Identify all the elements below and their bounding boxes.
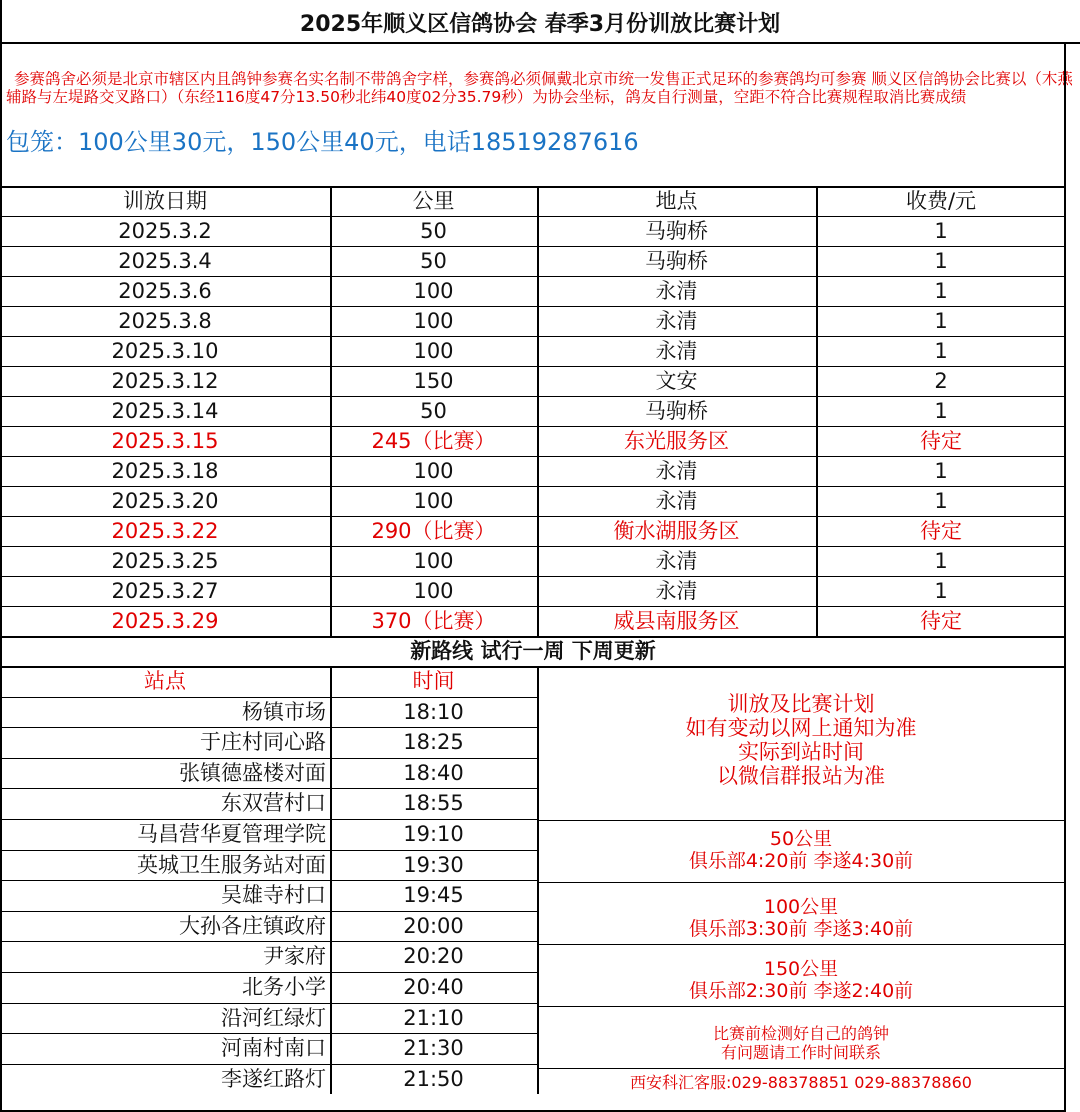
- deadline-title: 100公里: [763, 896, 839, 918]
- row-km: 150: [413, 369, 454, 393]
- row-fee: 1: [934, 249, 948, 273]
- route-station: 尹家府: [263, 944, 326, 969]
- row-place: 永清: [655, 309, 698, 333]
- row-place: 衡水湖服务区: [613, 519, 740, 543]
- row-km: 245（比赛）: [371, 429, 496, 453]
- deadline-150km: [536, 958, 1066, 1002]
- row-km: 100: [413, 459, 454, 483]
- row-place: 永清: [655, 279, 698, 303]
- deadline-50km: [536, 828, 1066, 872]
- row-km: 50: [420, 399, 447, 423]
- title-rule: [0, 42, 1080, 44]
- clock-check-notice: [536, 1024, 1066, 1062]
- route-station: 东双营村口: [221, 791, 326, 816]
- row-date: 2025.3.20: [111, 489, 219, 513]
- row-km: 100: [413, 549, 454, 573]
- row-km: 50: [420, 219, 447, 243]
- note-box-rule: [537, 882, 1066, 883]
- row-fee: 1: [934, 279, 948, 303]
- plan-line: 如有变动以网上通知为准: [685, 716, 917, 740]
- row-place: 威县南服务区: [613, 609, 740, 633]
- row-fee: 1: [934, 309, 948, 333]
- route-time: 21:50: [403, 1066, 464, 1091]
- route-time: 20:40: [403, 975, 464, 999]
- plan-line: 以微信群报站为准: [717, 764, 885, 788]
- row-fee: 待定: [920, 609, 962, 633]
- row-place: 马驹桥: [645, 249, 708, 273]
- row-date: 2025.3.2: [118, 219, 212, 243]
- header-time: 时间: [412, 669, 455, 693]
- plan-line: 实际到站时间: [738, 740, 864, 764]
- row-place: 永清: [655, 339, 698, 363]
- route-station: 张镇德盛楼对面: [179, 760, 326, 785]
- header-place: 地点: [655, 189, 698, 213]
- check-line: 有问题请工作时间联系: [720, 1043, 881, 1062]
- route-time: 19:10: [403, 822, 464, 846]
- row-fee: 2: [934, 369, 948, 393]
- route-station: 李遂红路灯: [221, 1066, 326, 1091]
- row-fee: 1: [934, 549, 948, 573]
- note-box-rule: [537, 820, 1066, 821]
- row-km: 290（比赛）: [371, 519, 496, 543]
- row-date: 2025.3.12: [111, 369, 219, 393]
- row-date: 2025.3.14: [111, 399, 219, 423]
- route-time: 18:40: [403, 760, 464, 785]
- route-station: 北务小学: [242, 975, 326, 999]
- deadline-detail: 俱乐部2:30前 李遂2:40前: [688, 980, 914, 1002]
- row-place: 永清: [655, 579, 698, 603]
- row-date: 2025.3.27: [111, 579, 219, 603]
- row-place: 永清: [655, 459, 698, 483]
- row-place: 东光服务区: [624, 429, 729, 453]
- row-fee: 1: [934, 399, 948, 423]
- route-time: 19:30: [403, 852, 464, 877]
- entry-notice: 参赛鸽舍必须是北京市辖区内且鸽钟参赛名实名制不带鸽舍字样，参赛鸽必须佩戴北京市统一发售正式足环的参赛鸽均可参赛 顺义区信鸽协会比赛以（木燕辅路与左堤路交叉路口）（东经116度47分13.50秒北纬40度02分35.79秒）为协会坐标，鸽友自行测量，空距不符合比赛规程取消比赛成绩: [6, 70, 1073, 106]
- route-station: 大孙各庄镇政府: [179, 913, 326, 938]
- row-fee: 1: [934, 339, 948, 363]
- row-place: 永清: [655, 549, 698, 573]
- row-date: 2025.3.10: [111, 339, 219, 363]
- row-date: 2025.3.15: [111, 429, 219, 453]
- row-fee: 待定: [920, 429, 962, 453]
- route-section-title: 新路线 试行一周 下周更新: [410, 639, 656, 663]
- deadline-title: 150公里: [763, 958, 839, 980]
- row-date: 2025.3.8: [118, 309, 212, 333]
- deadline-100km: [536, 896, 1066, 940]
- route-time: 20:00: [403, 913, 464, 938]
- deadline-title: 50公里: [769, 828, 833, 850]
- row-date: 2025.3.6: [118, 279, 212, 303]
- deadline-detail: 俱乐部4:20前 李遂4:30前: [688, 850, 914, 872]
- route-station: 于庄村同心路: [200, 730, 326, 755]
- row-fee: 待定: [920, 519, 962, 543]
- row-km: 100: [413, 339, 454, 363]
- row-place: 永清: [655, 489, 698, 513]
- route-station: 沿河红绿灯: [221, 1005, 326, 1030]
- page-title: 2025年顺义区信鸽协会 春季3月份训放比赛计划: [299, 12, 781, 37]
- row-km: 100: [413, 279, 454, 303]
- row-fee: 1: [934, 579, 948, 603]
- plan-notice: [536, 692, 1066, 788]
- row-place: 马驹桥: [645, 399, 708, 423]
- row-km: 100: [413, 489, 454, 513]
- row-km: 50: [420, 249, 447, 273]
- deadline-detail: 俱乐部3:30前 李遂3:40前: [688, 918, 914, 940]
- note-box-rule: [537, 944, 1066, 945]
- header-station: 站点: [144, 669, 186, 693]
- row-km: 100: [413, 309, 454, 333]
- row-km: 370（比赛）: [371, 609, 496, 633]
- row-place: 文安: [655, 369, 698, 393]
- route-time: 19:45: [403, 883, 464, 908]
- route-time: 18:10: [403, 699, 464, 724]
- route-station: 吴雄寺村口: [221, 883, 326, 908]
- row-km: 100: [413, 579, 454, 603]
- route-time: 21:30: [403, 1036, 464, 1061]
- route-station: 杨镇市场: [242, 699, 326, 724]
- row-date: 2025.3.18: [111, 459, 219, 483]
- route-time: 20:20: [403, 944, 464, 969]
- row-fee: 1: [934, 489, 948, 513]
- check-line: 比赛前检测好自己的鸽钟: [712, 1024, 889, 1043]
- service-hotline: 西安科汇客服:029-88378851 029-88378860: [630, 1073, 972, 1092]
- row-date: 2025.3.25: [111, 549, 219, 573]
- row-place: 马驹桥: [645, 219, 708, 243]
- route-station: 英城卫生服务站对面: [137, 852, 326, 877]
- basket-price-line: 包笼：100公里30元，150公里40元，电话18519287616: [6, 128, 639, 156]
- header-date: 训放日期: [123, 189, 207, 213]
- row-fee: 1: [934, 459, 948, 483]
- row-date: 2025.3.4: [118, 249, 212, 273]
- note-box-rule: [537, 1068, 1066, 1069]
- plan-line: 训放及比赛计划: [727, 692, 875, 716]
- row-date: 2025.3.22: [111, 519, 219, 543]
- route-time: 18:55: [403, 791, 464, 816]
- row-date: 2025.3.29: [111, 609, 219, 633]
- header-km: 公里: [412, 189, 455, 213]
- route-station: 河南村南口: [221, 1036, 326, 1061]
- route-time: 18:25: [403, 730, 464, 755]
- route-station: 马昌营华夏管理学院: [137, 822, 326, 846]
- route-time: 21:10: [403, 1005, 464, 1030]
- row-fee: 1: [934, 219, 948, 243]
- note-box-rule: [537, 1006, 1066, 1007]
- header-fee: 收费/元: [905, 189, 977, 213]
